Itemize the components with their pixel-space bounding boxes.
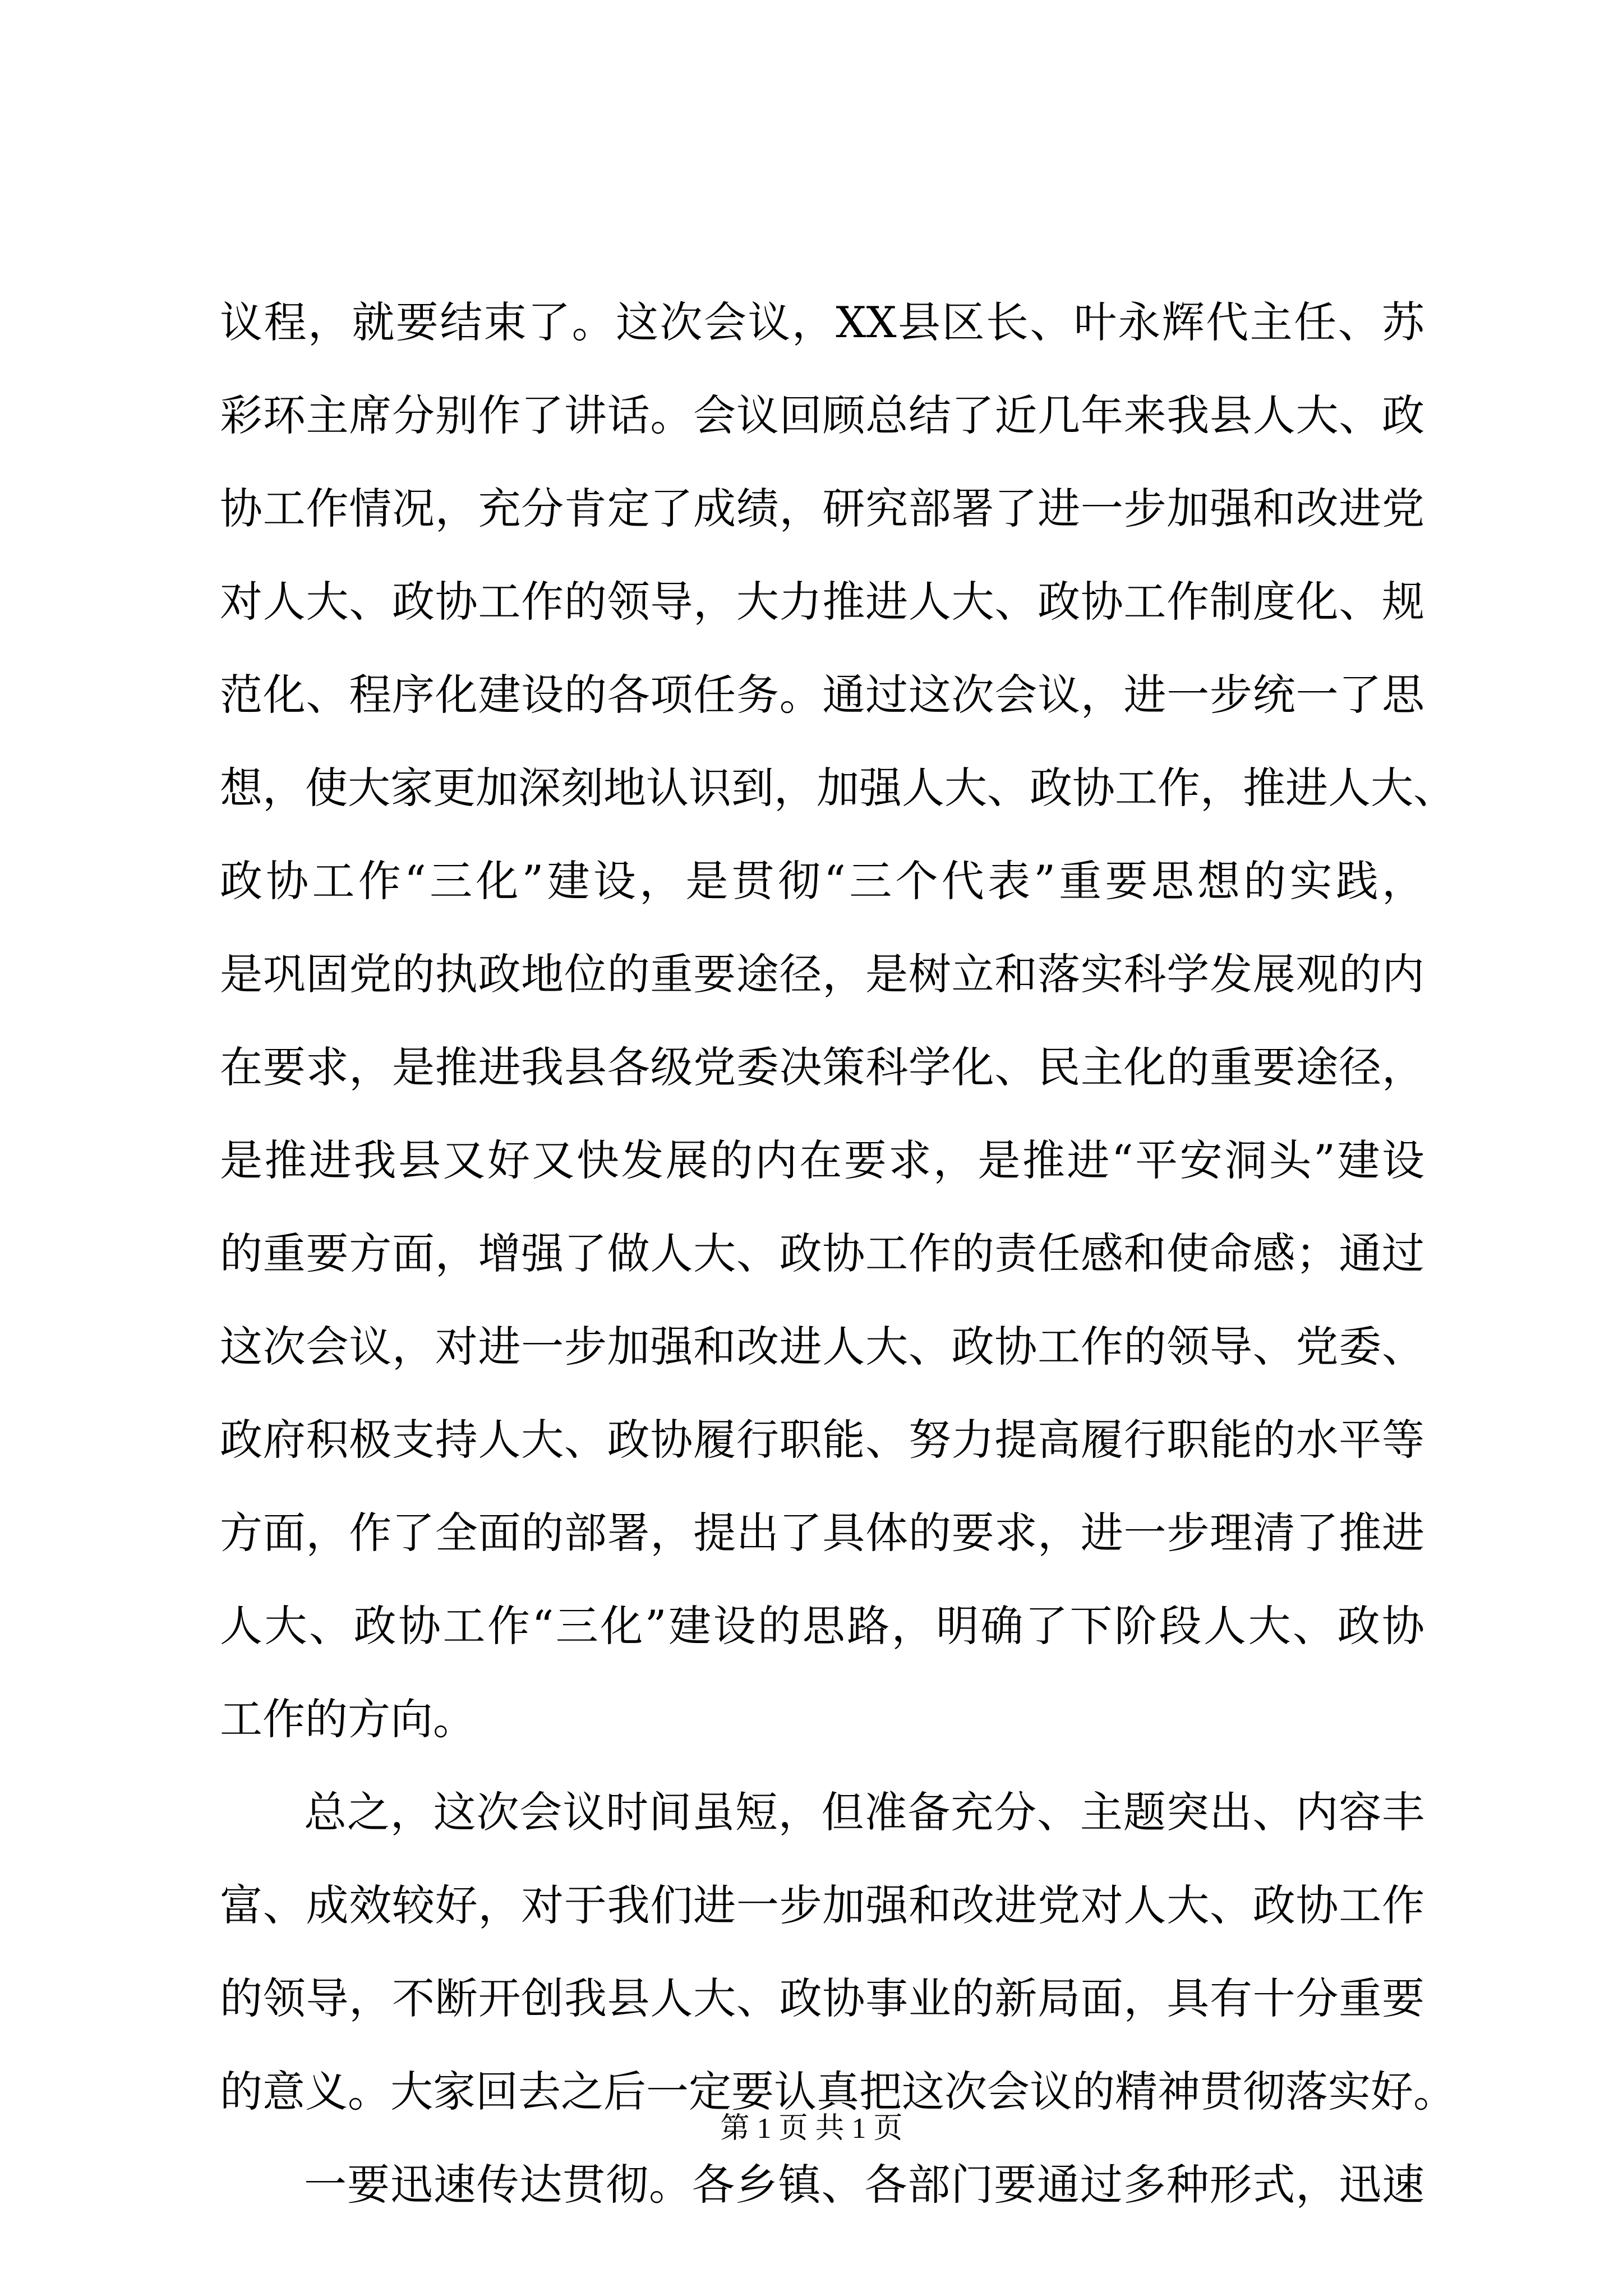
- body-line: 在要求，是推进我县各级党委决策科学化、民主化的重要途径，: [220, 1042, 1424, 1092]
- body-line: 人大、政协工作“三化”建设的思路，明确了下阶段人大、政协: [220, 1601, 1424, 1651]
- body-line: 的意义。大家回去之后一定要认真把这次会议的精神贯彻落实好。: [220, 2067, 1456, 2116]
- body-line: 协工作情况，充分肯定了成绩，研究部署了进一步加强和改进党: [220, 484, 1424, 533]
- paragraph-first-line: 总之，这次会议时间虽短，但准备充分、主题突出、内容丰: [304, 1787, 1424, 1837]
- body-line: 对人大、政协工作的领导，大力推进人大、政协工作制度化、规: [220, 577, 1424, 627]
- body-line: 政府积极支持人大、政协履行职能、努力提高履行职能的水平等: [220, 1415, 1424, 1465]
- body-line: 这次会议，对进一步加强和改进人大、政协工作的领导、党委、: [220, 1322, 1424, 1372]
- page-footer: 第 1 页 共 1 页: [720, 2113, 903, 2145]
- body-line: 工作的方向。: [220, 1694, 476, 1744]
- body-line: 方面，作了全面的部署，提出了具体的要求，进一步理清了推进: [220, 1508, 1424, 1558]
- body-line: 的重要方面，增强了做人大、政协工作的责任感和使命感；通过: [220, 1228, 1424, 1278]
- body-line: 的领导，不断开创我县人大、政协事业的新局面，具有十分重要: [220, 1973, 1424, 2023]
- body-line: 富、成效较好，对于我们进一步加强和改进党对人大、政协工作: [220, 1880, 1424, 1930]
- body-line: 政协工作“三化”建设，是贯彻“三个代表”重要思想的实践，: [220, 856, 1424, 906]
- body-line: 议程，就要结束了。这次会议，XX县区长、叶永辉代主任、苏: [220, 297, 1424, 347]
- body-line: 彩环主席分别作了讲话。会议回顾总结了近几年来我县人大、政: [220, 390, 1424, 440]
- body-line: 是推进我县又好又快发展的内在要求，是推进“平安洞头”建设: [220, 1135, 1424, 1185]
- body-line: 想，使大家更加深刻地认识到，加强人大、政协工作，推进人大、: [220, 763, 1456, 813]
- paragraph-first-line: 一要迅速传达贯彻。各乡镇、各部门要通过多种形式，迅速: [304, 2160, 1424, 2210]
- body-line: 是巩固党的执政地位的重要途径，是树立和落实科学发展观的内: [220, 949, 1424, 999]
- body-line: 范化、程序化建设的各项任务。通过这次会议，进一步统一了思: [220, 670, 1424, 720]
